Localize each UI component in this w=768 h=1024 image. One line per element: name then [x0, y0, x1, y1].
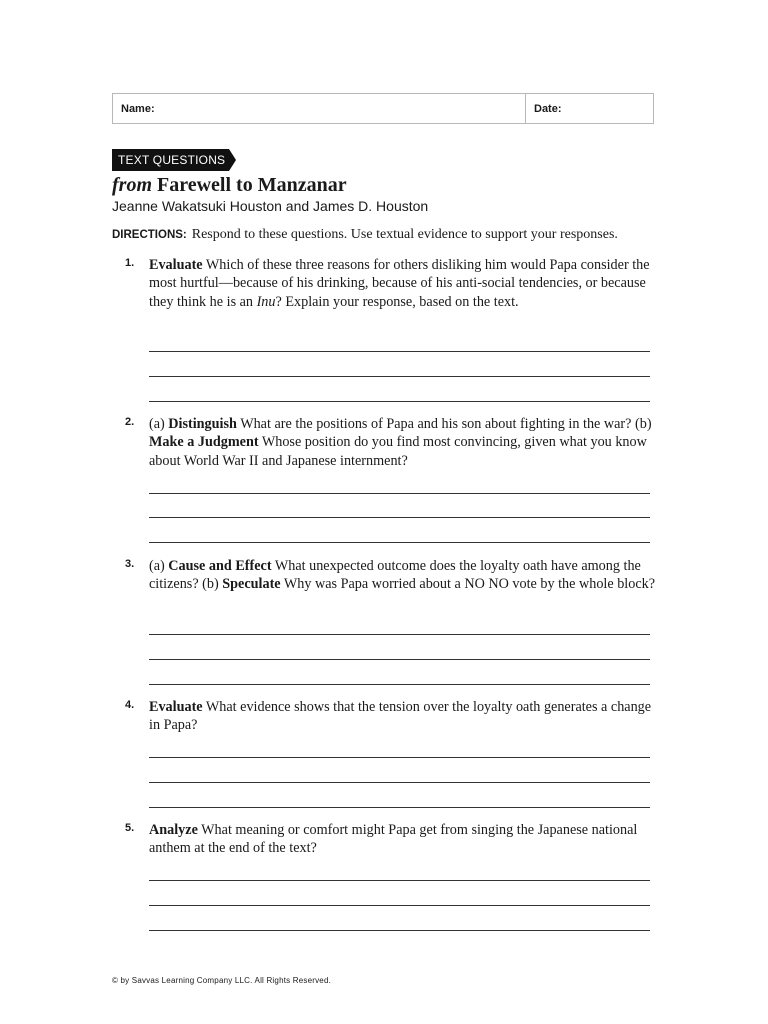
question-number: 3. [125, 558, 135, 570]
question-skill: Evaluate [149, 699, 203, 715]
answer-line[interactable] [149, 880, 650, 881]
question-skill: Speculate [222, 576, 281, 593]
answer-line[interactable] [149, 807, 650, 808]
date-field[interactable] [526, 94, 653, 123]
question-text: (a) Cause and Effect What unexpected outcome does the loyalty oath have among the citizens? (b) Speculate Why was Papa worried about a NO NO vote by the whole block? [149, 558, 656, 593]
question-text: Analyze What meaning or comfort might Papa get from singing the Japanese national anthem at the end of the text? [149, 822, 638, 857]
answer-line[interactable] [149, 517, 650, 518]
directions-label: DIRECTIONS: [112, 229, 187, 241]
question-4 [112, 698, 657, 735]
question-number: 2. [125, 416, 135, 428]
directions [112, 226, 672, 244]
name-field[interactable] [113, 94, 526, 123]
question-skill: Evaluate [149, 257, 203, 273]
question-5 [112, 821, 657, 858]
answer-line[interactable] [149, 757, 650, 758]
name-label: Name: [121, 102, 155, 115]
tag-label: TEXT QUESTIONS [112, 149, 229, 171]
directions-text: Respond to these questions. Use textual evidence to support your responses. [191, 227, 618, 242]
authors: Jeanne Wakatsuki Houston and James D. Houston [112, 198, 429, 214]
answer-line[interactable] [149, 930, 650, 931]
answer-line[interactable] [149, 542, 650, 543]
answer-line[interactable] [149, 401, 650, 402]
answer-line[interactable] [149, 684, 650, 685]
question-number: 1. [125, 257, 135, 269]
answer-line[interactable] [149, 659, 650, 660]
tag-arrow-icon [229, 149, 236, 171]
question-3 [112, 557, 657, 594]
name-date-box [112, 93, 654, 124]
question-skill: Distinguish [168, 416, 237, 432]
title-prefix: from [112, 174, 152, 196]
question-1 [112, 256, 657, 311]
answer-line[interactable] [149, 376, 650, 377]
question-skill: Make a Judgment [149, 434, 259, 451]
question-number: 5. [125, 822, 135, 834]
answer-line[interactable] [149, 634, 650, 635]
answer-line[interactable] [149, 905, 650, 906]
copyright-footer: © by Savvas Learning Company LLC. All Rights Reserved. [112, 976, 332, 985]
question-text: Evaluate What evidence shows that the tension over the loyalty oath generates a change in Papa? [149, 699, 652, 734]
question-skill: Analyze [149, 822, 198, 838]
question-2 [112, 415, 657, 470]
question-text: (a) Distinguish What are the positions of Papa and his son about fighting in the war? (b) Make a Judgment Whose position do you find most convincing, given what you know about World War II and Japanese internment? [149, 416, 652, 469]
answer-line[interactable] [149, 351, 650, 352]
answer-line[interactable] [149, 493, 650, 494]
question-number: 4. [125, 699, 135, 711]
question-skill: Cause and Effect [168, 558, 272, 574]
page-title [112, 172, 347, 198]
date-label: Date: [534, 102, 562, 115]
answer-line[interactable] [149, 782, 650, 783]
question-text: Evaluate Which of these three reasons for others disliking him would Papa consider the most hurtful—because of his drinking, because of his anti-social tendencies, or because they think he is an Inu? Explain your response, based on the text. [149, 257, 650, 310]
title-main: Farewell to Manzanar [157, 174, 347, 196]
text-questions-tag [112, 149, 236, 171]
